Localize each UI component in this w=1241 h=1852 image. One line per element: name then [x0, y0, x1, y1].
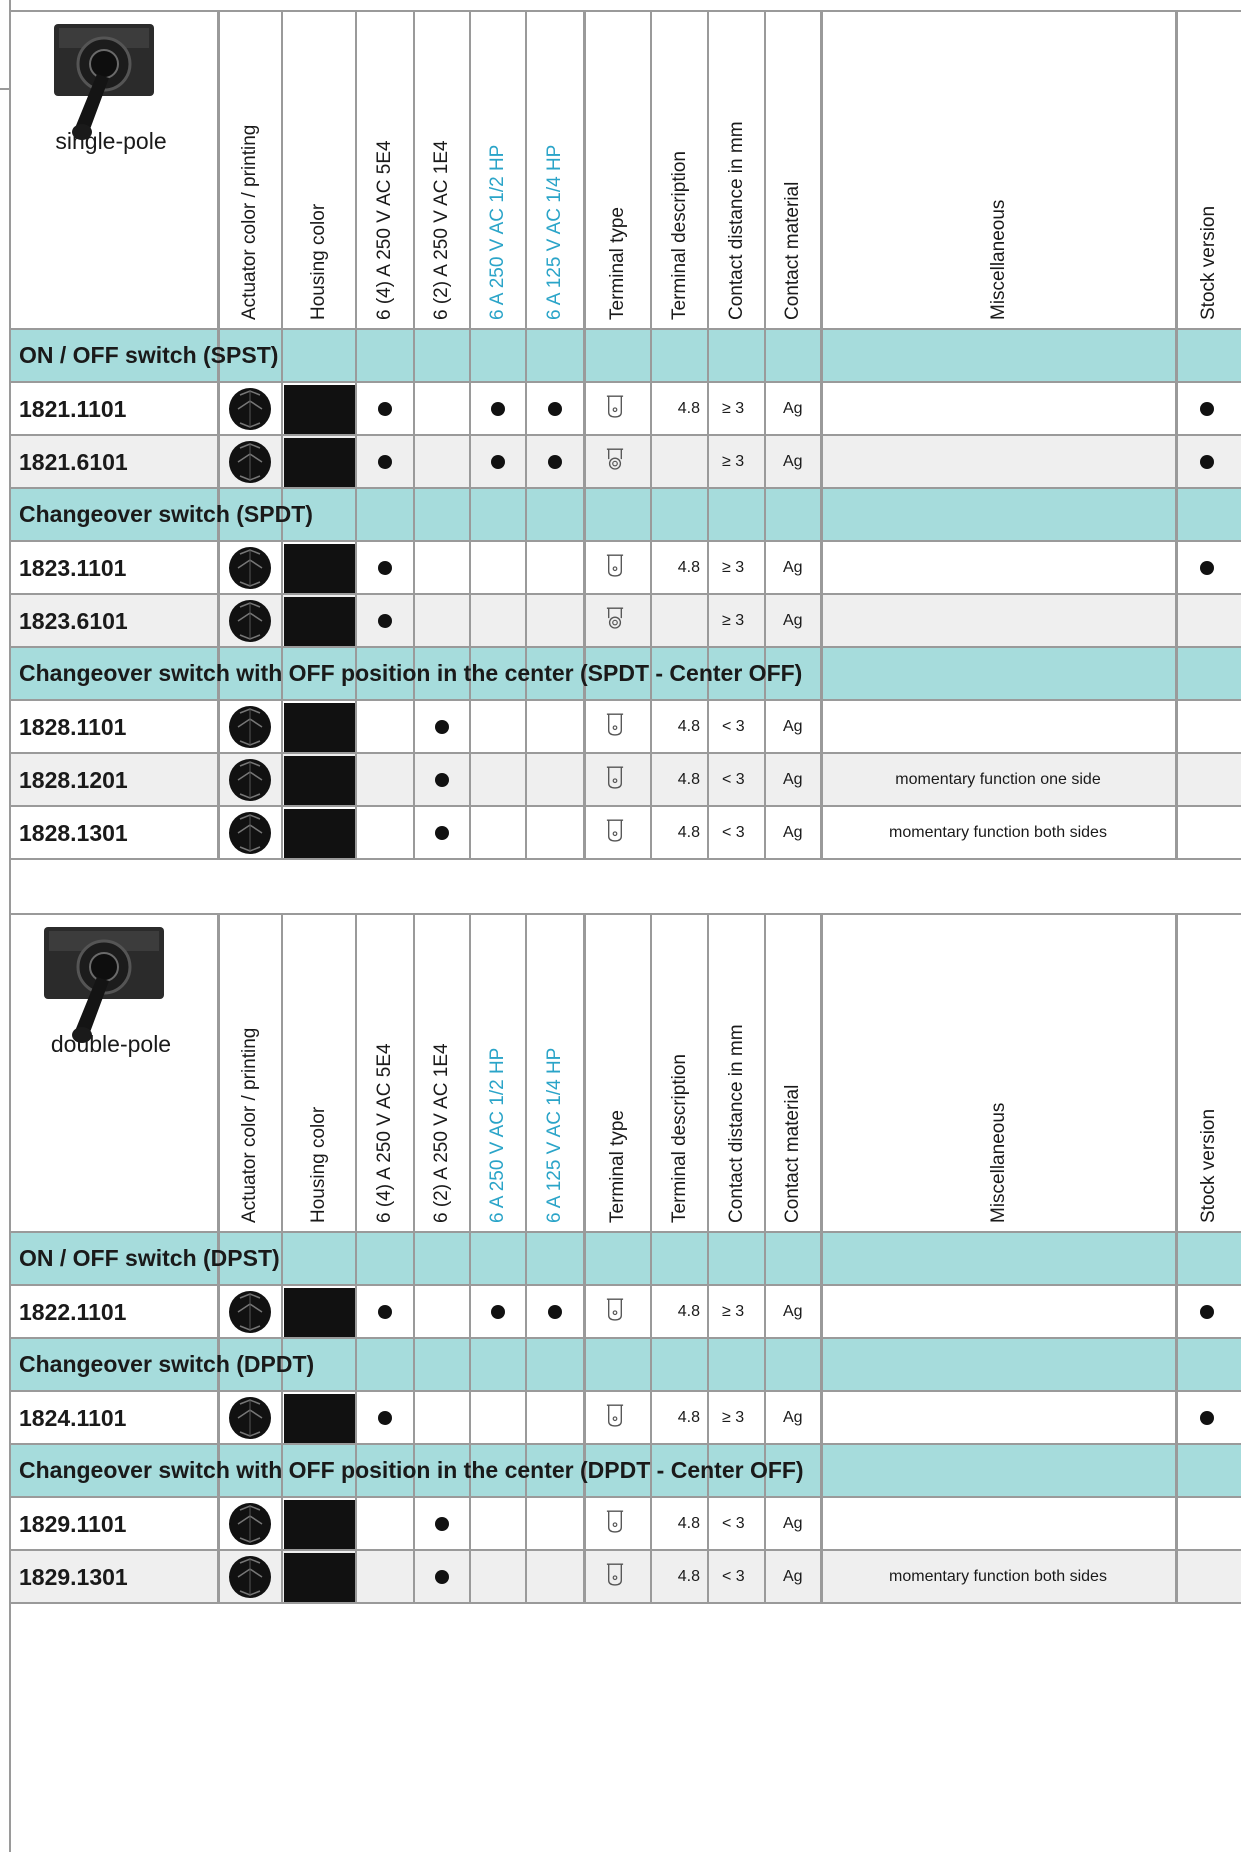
section-title: Changeover switch (DPDT): [19, 1351, 315, 1377]
housing-color-swatch: [284, 544, 356, 593]
bullet-dot-icon: [491, 455, 505, 469]
toggle-knob-icon: [228, 1502, 272, 1546]
tab-terminal-icon: [606, 766, 624, 795]
toggle-knob-icon: [228, 546, 272, 590]
table-row: [11, 381, 1241, 434]
toggle-knob-icon: [228, 387, 272, 431]
toggle-knob-icon: [228, 758, 272, 802]
toggle-knob-icon: [228, 705, 272, 749]
table-row: [11, 805, 1241, 858]
section-header-row: [11, 328, 1241, 381]
contact-distance: ≥ 3: [722, 1302, 745, 1320]
contact-material: Ag: [783, 611, 803, 629]
bullet-dot-icon: [435, 826, 449, 840]
terminal-description: 4.8: [677, 1567, 700, 1585]
section-header-row: [11, 487, 1241, 540]
bullet-dot-icon: [378, 561, 392, 575]
contact-distance: ≥ 3: [722, 399, 745, 417]
bullet-dot-icon: [378, 402, 392, 416]
table-row: [11, 1496, 1241, 1549]
column-divider: [650, 10, 652, 858]
section-title: Changeover switch (SPDT): [19, 501, 313, 527]
column-header: Actuator color / printing: [239, 1027, 260, 1223]
terminal-description: 4.8: [677, 1514, 700, 1532]
terminal-description: 4.8: [677, 1302, 700, 1320]
table-top-border: [11, 10, 1241, 12]
bullet-dot-icon: [378, 455, 392, 469]
column-header: Actuator color / printing: [239, 124, 260, 320]
column-divider: [355, 10, 357, 858]
column-header: Terminal type: [606, 1110, 628, 1223]
column-divider: [217, 10, 220, 858]
column-divider: [707, 10, 709, 858]
contact-material: Ag: [783, 1567, 803, 1585]
toggle-knob-icon: [228, 1396, 272, 1440]
table-row: [11, 593, 1241, 646]
section-title: Changeover switch with OFF position in the center (DPDT - Center OFF): [19, 1457, 804, 1483]
housing-color-swatch: [284, 438, 356, 487]
column-header: Terminal description: [668, 1054, 690, 1223]
terminal-description: 4.8: [677, 717, 700, 735]
contact-distance: ≥ 3: [722, 558, 745, 576]
solder-terminal-icon: [606, 607, 624, 636]
column-header: 6 (2) A 250 V AC 1E4: [431, 1043, 452, 1223]
contact-distance: < 3: [722, 1567, 745, 1585]
stock-version-dot-icon: [1200, 1411, 1214, 1425]
miscellaneous-note: momentary function both sides: [889, 1567, 1107, 1585]
toggle-knob-icon: [228, 1290, 272, 1334]
column-divider: [764, 10, 766, 858]
column-header: 6 A 250 V AC 1/2 HP: [487, 144, 508, 320]
column-divider: [820, 10, 823, 858]
part-number: 1824.1101: [19, 1405, 127, 1431]
section-title: ON / OFF switch (DPST): [19, 1245, 280, 1271]
column-header: Housing color: [308, 203, 329, 320]
column-divider: [413, 10, 415, 858]
contact-distance: < 3: [722, 1514, 745, 1532]
contact-material: Ag: [783, 452, 803, 470]
solder-terminal-icon: [606, 448, 624, 477]
part-number: 1823.6101: [19, 608, 128, 634]
contact-material: Ag: [783, 1408, 803, 1426]
housing-color-swatch: [284, 756, 356, 805]
column-header: Miscellaneous: [987, 199, 1009, 320]
bullet-dot-icon: [435, 1570, 449, 1584]
column-divider: [525, 10, 527, 858]
miscellaneous-note: momentary function one side: [895, 770, 1101, 788]
pole-type-label: double-pole: [50, 1031, 172, 1057]
housing-color-swatch: [284, 1553, 356, 1602]
column-header: Housing color: [308, 1106, 329, 1223]
part-number: 1829.1301: [19, 1564, 128, 1590]
part-number: 1828.1101: [19, 714, 127, 740]
bullet-dot-icon: [548, 402, 562, 416]
column-divider: [281, 10, 283, 858]
stock-version-dot-icon: [1200, 402, 1214, 416]
part-number: 1821.6101: [19, 449, 128, 475]
contact-material: Ag: [783, 399, 803, 417]
part-number: 1829.1101: [19, 1511, 127, 1537]
housing-color-swatch: [284, 597, 356, 646]
column-header: Contact distance in mm: [725, 1024, 747, 1223]
tab-terminal-icon: [606, 1563, 624, 1592]
table-row: [11, 1284, 1241, 1337]
table-bottom-border: [11, 858, 1241, 860]
bullet-dot-icon: [548, 455, 562, 469]
column-header: 6 (4) A 250 V AC 5E4: [374, 1043, 395, 1223]
table-row: [11, 1390, 1241, 1443]
toggle-knob-icon: [228, 440, 272, 484]
bullet-dot-icon: [378, 1411, 392, 1425]
terminal-description: 4.8: [677, 770, 700, 788]
section-header-row: [11, 1337, 1241, 1390]
toggle-knob-icon: [228, 599, 272, 643]
column-header: Miscellaneous: [987, 1102, 1009, 1223]
bullet-dot-icon: [378, 1305, 392, 1319]
tab-terminal-icon: [606, 395, 624, 424]
column-header: Contact material: [782, 181, 803, 320]
part-number: 1822.1101: [19, 1299, 127, 1325]
part-number: 1821.1101: [19, 396, 127, 422]
contact-material: Ag: [783, 1514, 803, 1532]
table-row: [11, 540, 1241, 593]
bullet-dot-icon: [435, 773, 449, 787]
contact-distance: < 3: [722, 823, 745, 841]
contact-distance: ≥ 3: [722, 1408, 745, 1426]
stock-version-dot-icon: [1200, 455, 1214, 469]
stock-version-dot-icon: [1200, 561, 1214, 575]
part-number: 1828.1201: [19, 767, 128, 793]
terminal-description: 4.8: [677, 399, 700, 417]
terminal-description: 4.8: [677, 823, 700, 841]
table-row: [11, 434, 1241, 487]
column-header: Terminal description: [668, 151, 690, 320]
section-title: Changeover switch with OFF position in the center (SPDT - Center OFF): [19, 660, 803, 686]
contact-material: Ag: [783, 717, 803, 735]
stock-version-dot-icon: [1200, 1305, 1214, 1319]
toggle-knob-icon: [228, 1555, 272, 1599]
column-divider: [469, 10, 471, 858]
tab-terminal-icon: [606, 554, 624, 583]
section-header-row: [11, 646, 1241, 699]
bullet-dot-icon: [435, 1517, 449, 1531]
column-divider: [1175, 10, 1178, 858]
column-header: 6 (4) A 250 V AC 5E4: [374, 140, 395, 320]
table-row: [11, 699, 1241, 752]
table-bottom-border: [11, 1602, 1241, 1604]
column-header: 6 A 250 V AC 1/2 HP: [487, 1047, 508, 1223]
part-number: 1823.1101: [19, 555, 127, 581]
miscellaneous-note: momentary function both sides: [889, 823, 1107, 841]
column-header: Contact distance in mm: [725, 121, 747, 320]
housing-color-swatch: [284, 1500, 356, 1549]
column-header: 6 A 125 V AC 1/4 HP: [544, 1047, 565, 1223]
contact-distance: ≥ 3: [722, 611, 745, 629]
table-row: [11, 1549, 1241, 1602]
contact-distance: < 3: [722, 717, 745, 735]
terminal-description: 4.8: [677, 1408, 700, 1426]
contact-material: Ag: [783, 558, 803, 576]
bullet-dot-icon: [491, 402, 505, 416]
tab-terminal-icon: [606, 1298, 624, 1327]
tab-terminal-icon: [606, 1404, 624, 1433]
toggle-knob-icon: [228, 811, 272, 855]
column-header: Contact material: [782, 1084, 803, 1223]
bullet-dot-icon: [491, 1305, 505, 1319]
bullet-dot-icon: [548, 1305, 562, 1319]
bullet-dot-icon: [378, 614, 392, 628]
pole-type-label: single-pole: [55, 128, 167, 154]
table-top-border: [11, 913, 1241, 915]
page-frame-top-tick: [0, 88, 11, 90]
column-header: Terminal type: [606, 207, 628, 320]
product-table-double-pole: [11, 913, 1241, 1604]
housing-color-swatch: [284, 809, 356, 858]
column-header: 6 A 125 V AC 1/4 HP: [544, 144, 565, 320]
contact-material: Ag: [783, 1302, 803, 1320]
section-header-row: [11, 1443, 1241, 1496]
contact-material: Ag: [783, 770, 803, 788]
tab-terminal-icon: [606, 819, 624, 848]
part-number: 1828.1301: [19, 820, 128, 846]
contact-distance: < 3: [722, 770, 745, 788]
switch-photo: [39, 919, 169, 1049]
column-divider: [583, 10, 586, 858]
terminal-description: 4.8: [677, 558, 700, 576]
housing-color-swatch: [284, 385, 356, 434]
switch-photo: [39, 16, 169, 146]
table-row: [11, 752, 1241, 805]
column-header: Stock version: [1197, 205, 1219, 320]
tab-terminal-icon: [606, 713, 624, 742]
housing-color-swatch: [284, 1288, 356, 1337]
tab-terminal-icon: [606, 1510, 624, 1539]
column-header: Stock version: [1197, 1108, 1219, 1223]
bullet-dot-icon: [435, 720, 449, 734]
product-table-single-pole: [11, 10, 1241, 860]
column-header: 6 (2) A 250 V AC 1E4: [431, 140, 452, 320]
housing-color-swatch: [284, 703, 356, 752]
housing-color-swatch: [284, 1394, 356, 1443]
section-title: ON / OFF switch (SPST): [19, 342, 279, 368]
contact-material: Ag: [783, 823, 803, 841]
section-header-row: [11, 1231, 1241, 1284]
contact-distance: ≥ 3: [722, 452, 745, 470]
